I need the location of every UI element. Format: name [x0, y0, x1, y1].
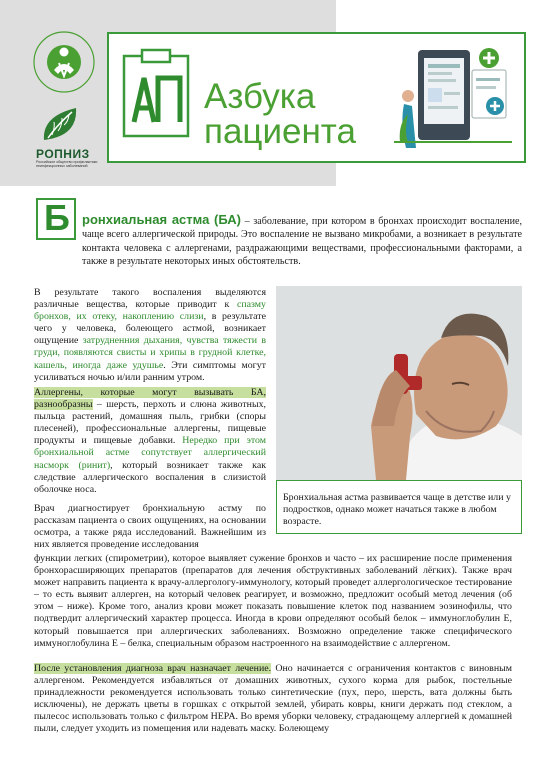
- medical-illustration-icon: [394, 44, 512, 152]
- intro-paragraph: [82, 213, 522, 269]
- p2-text-b: – шерсть, перхоть и слюна животных, пыльца растений, домашняя пыль, грибки (споры плесеней), профессиональные аллергены, пищевые продукты и пищевые добавки.: [34, 399, 266, 447]
- p1-text-e: . Эти симптомы могут усиливаться ночью и/или ранним утром.: [34, 359, 266, 383]
- photo-caption: Бронхиальная астма развивается чаще в детстве или у подростков, однако может начаться также в любом возрасте.: [283, 492, 511, 528]
- paragraph-allergens: [34, 387, 266, 496]
- p2-highlight: Аллергены, которые могут вызывать БА, разнообразны: [34, 387, 266, 411]
- p2-green-c: Нередко при этом бронхиальной астме сопутствует аллергический насморк (ринит): [34, 435, 267, 471]
- org-name: РОПНИЗ: [36, 147, 90, 161]
- title-azbuka: Азбука: [204, 77, 316, 116]
- p4-highlight: После установления диагноза врач назначает лечение.: [34, 663, 272, 674]
- leaf-logo-icon: [40, 106, 80, 144]
- paragraph-diagnosis-cont: функции легких (спирометрии), которое выявляет сужение бронхов и часто – их расширение после применения бронхорасширяющих препаратов (препаратов для лечения обструктивных заболеваний лёгких). Также врач может направить пациента к врачу-аллергологу-иммунологу, который проведет аллергологическое тестирование – то есть выявит аллерген, на который человек реагирует, и возможно, предложит особый метод лечения (об этом – ниже). Кроме того, анализ крови может показать повышение клеток под названием эозинофилы, что подтвердит аллергический характер процесса. Иногда в крови определяют особый белок – иммуноглобулин Е, который повышается при аллергических заболеваниях. Возможно определение также специфического иммуноглобулина Е – белка, специальным образом настроенного на взаимодействие с аллергеном.: [34, 553, 512, 649]
- p4-text-b: Оно начинается с ограничения контактов с виновным аллергеном. Рекомендуется избавляться от домашних животных, сухого корма для рыбок, постельные принадлежности рекомендуется использовать только синтетические (пух, перо, шерсть, вата должны быть исключены), не держать цветы в горшках с открытой землей, убирать ковры, книги держать под стеклом, а пылесос использовать только с фильтром HEPA. Во время уборки человеку, страдающему аллергией к домашней пыли, следует уходить из помещения или надевать маску. Болеющему: [34, 663, 512, 735]
- intro-term: ронхиальная астма (БА): [82, 212, 241, 227]
- paragraph-symptoms: [34, 287, 266, 384]
- intro-text: – заболевание, при котором в бронхах происходит воспаление, чаще всего аллергической природы. Это воспаление не вызвано микробами, а возникает в результате контакта человека с аллергенами, раздражающими веществами, профессиональными факторами, а также в результате некоторых иных обстоятельств.: [82, 216, 522, 268]
- dropcap-letter: Б: [44, 197, 70, 238]
- inhaler-photo: [276, 286, 522, 480]
- p1-text-c: , в результате чего у человека, болеющего астмой, возникает ощущение: [34, 311, 267, 347]
- paragraph-diagnosis-start: Врач диагностирует бронхиальную астму по рассказам пациента о своих ощущениях, на основании осмотра, а также ряда исследований. Важнейшим из них является проведение исследования: [34, 503, 266, 551]
- org-subtitle: Российское общество профилактики неинфекционных заболеваний: [36, 160, 98, 169]
- p2-text-d: , который возникает также как следствие аллергического воспаления в слизистой оболочке носа.: [34, 459, 267, 495]
- p1-text-a: В результате такого воспаления выделяются различные вещества, которые приводит к: [34, 287, 266, 311]
- paragraph-treatment: [34, 663, 512, 736]
- p1-green-b: спазму бронхов, их отеку, накоплению слизи: [34, 299, 266, 323]
- title-pacienta: пациента: [204, 112, 356, 151]
- p1-green-d: затрудненния дыхания, чувства тяжести в груди, появляются свисты и хрипы в грудной клетке, кашель, иногда даже удушье: [34, 335, 266, 371]
- nmic-logo-icon: [32, 30, 96, 94]
- clipboard-icon: [122, 48, 190, 138]
